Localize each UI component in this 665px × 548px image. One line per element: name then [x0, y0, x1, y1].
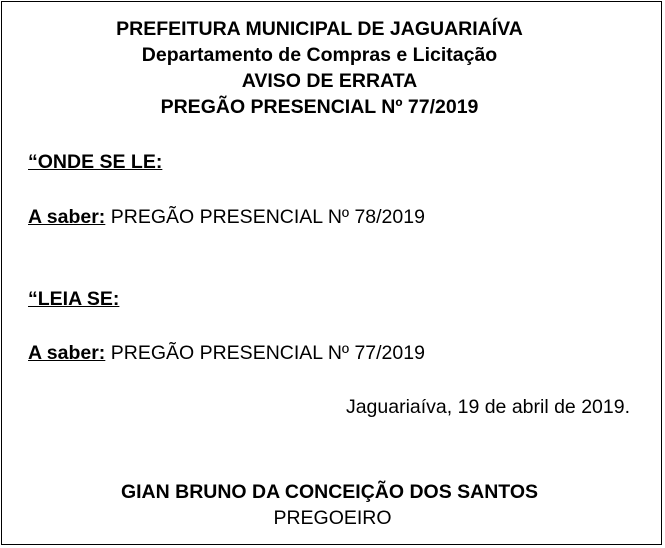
- municipality-title: PREFEITURA MUNICIPAL DE JAGUARIAÍVA: [116, 18, 523, 40]
- read-as-item: [28, 342, 425, 365]
- read-as-heading: “LEIA SE:: [28, 288, 120, 310]
- read-as-label: A saber:: [28, 342, 106, 364]
- where-it-reads-label: A saber:: [28, 206, 106, 228]
- date-line: Jaguariaíva, 19 de abril de 2019.: [345, 396, 630, 418]
- department-title: Departamento de Compras e Licitação: [141, 44, 498, 66]
- notice-type-title: AVISO DE ERRATA: [241, 70, 418, 92]
- notice-header: [2, 16, 637, 120]
- where-it-reads-heading: “ONDE SE LE:: [28, 151, 163, 173]
- notice-reference-title: PREGÃO PRESENCIAL Nº 77/2019: [160, 96, 479, 118]
- signer-role: PREGOEIRO: [273, 507, 392, 529]
- signer-name: GIAN BRUNO DA CONCEIÇÃO DOS SANTOS: [120, 481, 539, 503]
- read-as-value: PREGÃO PRESENCIAL Nº 77/2019: [110, 342, 425, 364]
- where-it-reads-item: [28, 206, 425, 229]
- errata-notice: [1, 1, 662, 545]
- where-it-reads-value: PREGÃO PRESENCIAL Nº 78/2019: [110, 206, 425, 228]
